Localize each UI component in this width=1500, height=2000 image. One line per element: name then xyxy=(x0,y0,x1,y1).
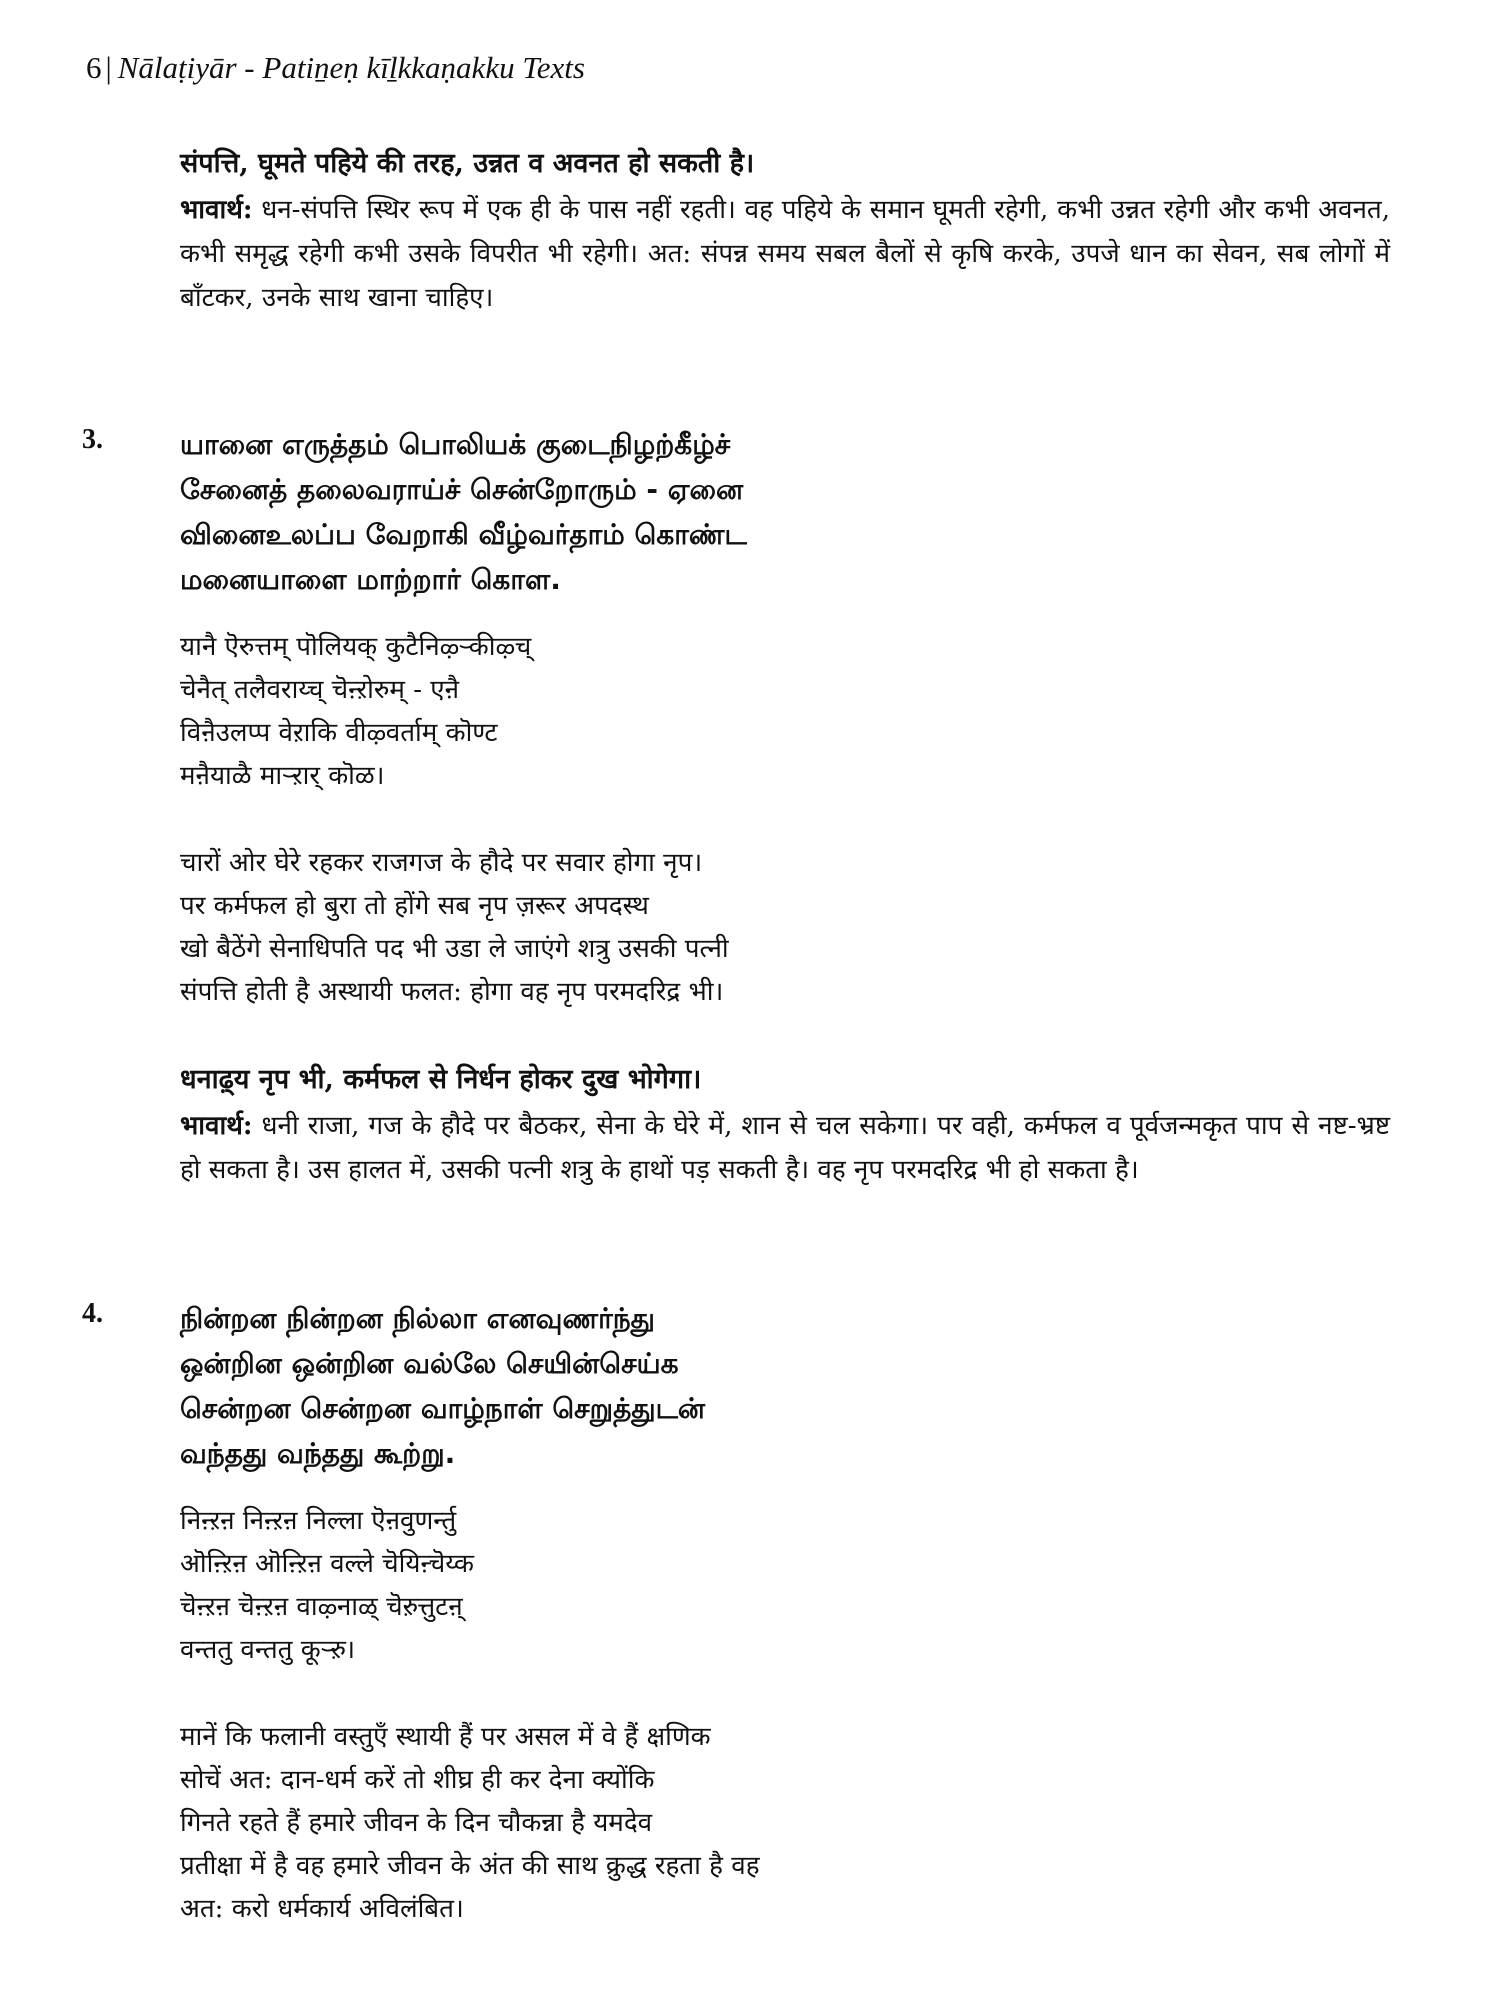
verse2-commentary xyxy=(180,142,1390,320)
verse3-summary: धनाढ़्य नृप भी, कर्मफल से निर्धन होकर दुख भोगेगा। xyxy=(180,1064,702,1095)
translation-line: सोचें अत: दान-धर्म करें तो शीघ्र ही कर देना क्योंकि xyxy=(180,1765,655,1795)
verse-number: 3. xyxy=(82,424,103,455)
tamil-line: வினைஉலப்ப வேறாகி வீழ்வர்தாம் கொண்ட xyxy=(180,518,747,551)
verse3-meaning xyxy=(180,1104,1390,1192)
transliteration-line: विऩैउलप्प वेऱाकि वीऴ्वर्ताम् कॊण्ट xyxy=(180,718,498,748)
translation-line: चारों ओर घेरे रहकर राजगज के हौदे पर सवार होगा नृप। xyxy=(180,848,703,878)
tamil-line: வந்தது வந்தது கூற்று. xyxy=(180,1437,456,1470)
header-separator: | xyxy=(105,50,112,85)
verse4-transliteration xyxy=(180,1500,1390,1672)
verse2-meaning xyxy=(180,188,1390,320)
verse3-transliteration xyxy=(180,626,1390,798)
transliteration-line: यानै ऎरुत्तम् पॊलियक् कुटैनिऴ्ऱ्कीऴ्च् xyxy=(180,632,532,662)
running-head xyxy=(86,50,585,86)
verse3-translation xyxy=(180,842,1390,1014)
transliteration-line: ऒऩ्ऱिऩ ऒऩ्ऱिऩ वल्ले चॆयिऩ्चॆय्क xyxy=(180,1549,475,1579)
verse4-tamil xyxy=(180,1296,1390,1476)
tamil-line: யானை எருத்தம் பொலியக் குடைநிழற்கீழ்ச் xyxy=(180,428,731,461)
meaning-text: धन-संपत्ति स्थिर रूप में एक ही के पास नहीं रहती। वह पहिये के समान घूमती रहेगी, कभी उन्नत रहेगी और कभी अवनत, कभी समृद्ध रहेगी कभी उसके विपरीत भी रहेगी। अत: संपन्न समय सबल बैलों से कृषि करके, उपजे धान का सेवन, सब लोगों में बाँटकर, उनके साथ खाना चाहिए। xyxy=(180,195,1390,313)
verse3-tamil xyxy=(180,422,1390,602)
translation-line: मानें कि फलानी वस्तुएँ स्थायी हैं पर असल में वे हैं क्षणिक xyxy=(180,1722,711,1752)
verse-number: 4. xyxy=(82,1298,103,1329)
meaning-text: धनी राजा, गज के हौदे पर बैठकर, सेना के घेरे में, शान से चल सकेगा। पर वही, कर्मफल व पूर्वजन्मकृत पाप से नष्ट-भ्रष्ट हो सकता है। उस हालत में, उसकी पत्नी शत्रु के हाथों पड़ सकती है। वह नृप परमदरिद्र भी हो सकता है। xyxy=(180,1111,1390,1185)
tamil-line: சேனைத் தலைவராய்ச் சென்றோரும் - ஏனை xyxy=(180,473,744,506)
translation-line: खो बैठेंगे सेनाधिपति पद भी उडा ले जाएंगे शत्रु उसकी पत्नी xyxy=(180,934,729,964)
tamil-line: சென்றன சென்றன வாழ்நாள் செறுத்துடன் xyxy=(180,1392,706,1425)
meaning-label: भावार्थ: xyxy=(180,195,253,225)
transliteration-line: मऩैयाळै माऱ्ऱार् कॊळ। xyxy=(180,761,385,791)
verse2-summary: संपत्ति, घूमते पहिये की तरह, उन्नत व अवनत हो सकती है। xyxy=(180,148,755,179)
translation-line: संपत्ति होती है अस्थायी फलत: होगा वह नृप परमदरिद्र भी। xyxy=(180,977,724,1007)
translation-line: प्रतीक्षा में है वह हमारे जीवन के अंत की साथ क्रुद्ध रहता है वह xyxy=(180,1851,760,1881)
transliteration-line: निऩ्ऱऩ निऩ्ऱऩ निल्ला ऎऩवुणर्न्तु xyxy=(180,1506,457,1536)
translation-line: अत: करो धर्मकार्य अविलंबित। xyxy=(180,1894,464,1924)
verse4-translation xyxy=(180,1716,1390,1931)
meaning-label: भावार्थ: xyxy=(180,1111,253,1141)
transliteration-line: चेनैत् तलैवराय्च् चॆऩ्ऱोरुम् - एऩै xyxy=(180,675,460,705)
tamil-line: ஒன்றின ஒன்றின வல்லே செயின்செய்க xyxy=(180,1347,679,1380)
verse3-commentary xyxy=(180,1058,1390,1192)
book-title: Nālaṭiyār - Patiṉeṇ kīḻkkaṇakku Texts xyxy=(117,50,585,85)
tamil-line: நின்றன நின்றன நில்லா எனவுணர்ந்து xyxy=(180,1302,655,1335)
translation-line: पर कर्मफल हो बुरा तो होंगे सब नृप ज़रूर अपदस्थ xyxy=(180,891,649,921)
translation-line: गिनते रहते हैं हमारे जीवन के दिन चौकन्ना है यमदेव xyxy=(180,1808,653,1838)
transliteration-line: चॆऩ्ऱऩ चॆऩ्ऱऩ वाऴ्नाळ् चॆऱुत्तुटऩ् xyxy=(180,1592,463,1622)
page-number: 6 xyxy=(86,50,102,85)
transliteration-line: वन्ततु वन्ततु कूऱ्ऱु। xyxy=(180,1635,356,1665)
tamil-line: மனையாளை மாற்றார் கொள. xyxy=(180,563,561,596)
